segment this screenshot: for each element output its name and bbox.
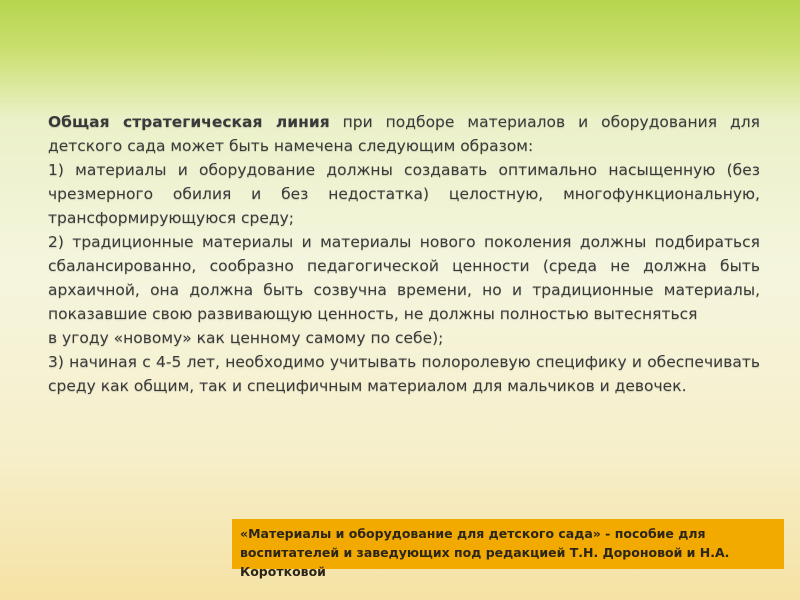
list-item-2-continuation: в угоду «новому» как ценному самому по себе);	[48, 329, 444, 347]
intro-bold-text: Общая стратегическая линия	[48, 113, 330, 131]
list-item-2: 2) традиционные материалы и материалы нового поколения должны подбираться сбалансированно, сообразно педагогической ценности (среда не должна быть архаичной, она должна быть созвучна времени, но и традиционные материалы, показавшие свою развивающую ценность, не должны полностью вытесняться	[48, 233, 760, 323]
list-item-1: 1) материалы и оборудование должны создавать оптимально насыщенную (без чрезмерного обилия и без недостатка) целостную, многофункциональную, трансформирующуюся среду;	[48, 161, 760, 227]
source-citation-text: «Материалы и оборудование для детского сада» - пособие для воспитателей и заведующих под редакцией Т.Н. Дороновой и Н.А. Коротковой	[240, 526, 730, 579]
intro-paragraph	[48, 110, 760, 158]
intro-text: при подборе материалов и оборудования для детского сада может быть намечена следующим образом:	[48, 113, 760, 155]
list-item-3: 3) начиная с 4-5 лет, необходимо учитывать полоролевую специфику и обеспечивать среду как общим, так и специфичным материалом для мальчиков и девочек.	[48, 353, 760, 395]
source-citation-box	[232, 519, 784, 579]
main-text-block	[48, 110, 760, 398]
